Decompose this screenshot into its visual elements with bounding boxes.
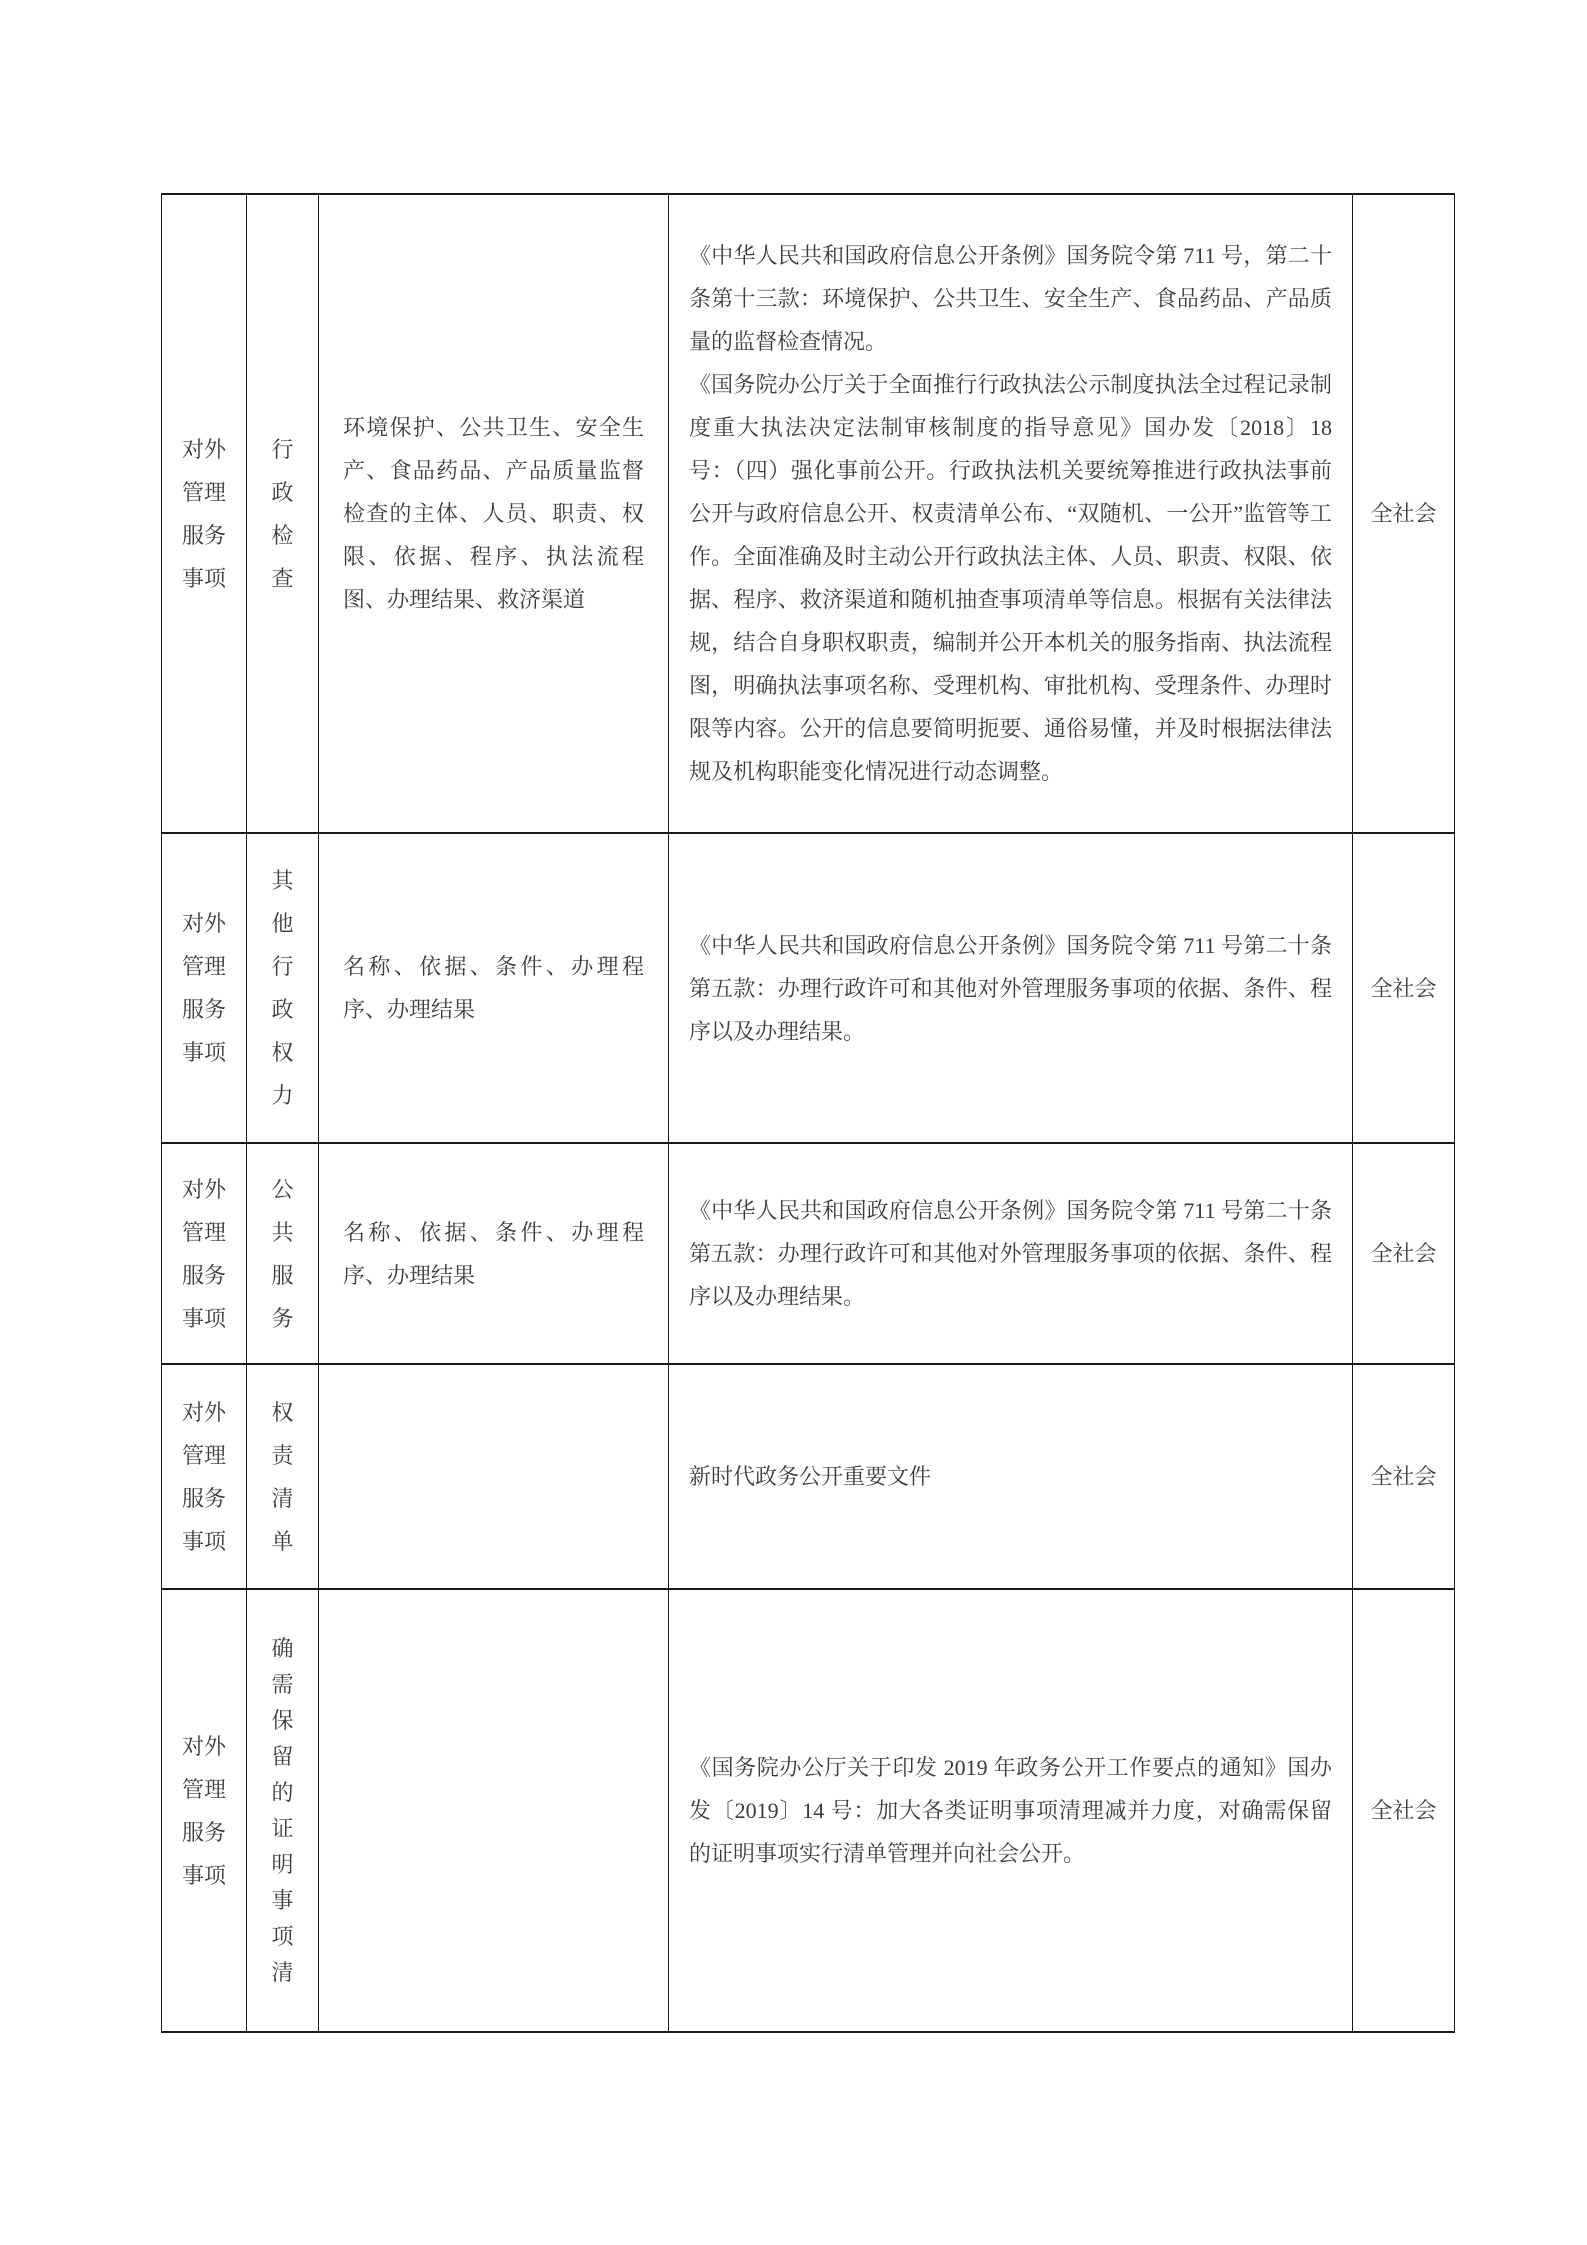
cell-item-type: 行 政 检 查 — [247, 194, 319, 833]
cell-content-scope: 名称、依据、条件、办理程序、办理结果 — [319, 833, 669, 1143]
cell-content-scope — [319, 1589, 669, 2032]
cell-audience: 全社会 — [1353, 1589, 1455, 2032]
cell-audience: 全社会 — [1353, 1143, 1455, 1364]
cell-audience: 全社会 — [1353, 1364, 1455, 1589]
cell-item-type: 权 责 清 单 — [247, 1364, 319, 1589]
table-row — [162, 1143, 1455, 1364]
cell-category: 对外 管理 服务 事项 — [162, 1364, 247, 1589]
cell-category: 对外 管理 服务 事项 — [162, 833, 247, 1143]
cell-legal-basis: 《中华人民共和国政府信息公开条例》国务院令第 711 号第二十条第五款：办理行政许可和其他对外管理服务事项的依据、条件、程序以及办理结果。 — [669, 1143, 1353, 1364]
table-row — [162, 833, 1455, 1143]
cell-category: 对外 管理 服务 事项 — [162, 1143, 247, 1364]
cell-audience: 全社会 — [1353, 833, 1455, 1143]
disclosure-table — [161, 193, 1455, 2033]
table-row — [162, 194, 1455, 833]
cell-item-type: 公 共 服 务 — [247, 1143, 319, 1364]
cell-legal-basis: 《中华人民共和国政府信息公开条例》国务院令第 711 号，第二十条第十三款：环境保护、公共卫生、安全生产、食品药品、产品质量的监督检查情况。 《国务院办公厅关于全面推行行政执法公示制度执法全过程记录制度重大执法决定法制审核制度的指导意见》国办发〔2018〕18 号：（四）强化事前公开。行政执法机关要统筹推进行政执法事前公开与政府信息公开、权责清单公布、“双随机、一公开”监管等工作。全面准确及时主动公开行政执法主体、人员、职责、权限、依据、程序、救济渠道和随机抽查事项清单等信息。根据有关法律法规，结合自身职权职责，编制并公开本机关的服务指南、执法流程图，明确执法事项名称、受理机构、审批机构、受理条件、办理时限等内容。公开的信息要简明扼要、通俗易懂，并及时根据法律法规及机构职能变化情况进行动态调整。 — [669, 194, 1353, 833]
cell-item-type: 确 需 保 留 的 证 明 事 项 清 — [247, 1589, 319, 2032]
cell-category: 对外 管理 服务 事项 — [162, 1589, 247, 2032]
table-row — [162, 1364, 1455, 1589]
cell-item-type: 其 他 行 政 权 力 — [247, 833, 319, 1143]
cell-audience: 全社会 — [1353, 194, 1455, 833]
cell-category: 对外 管理 服务 事项 — [162, 194, 247, 833]
cell-content-scope: 名称、依据、条件、办理程序、办理结果 — [319, 1143, 669, 1364]
cell-content-scope: 环境保护、公共卫生、安全生产、食品药品、产品质量监督检查的主体、人员、职责、权限、依据、程序、执法流程图、办理结果、救济渠道 — [319, 194, 669, 833]
cell-legal-basis: 新时代政务公开重要文件 — [669, 1364, 1353, 1589]
table-row — [162, 1589, 1455, 2032]
cell-legal-basis: 《国务院办公厅关于印发 2019 年政务公开工作要点的通知》国办发〔2019〕14 号：加大各类证明事项清理减并力度，对确需保留的证明事项实行清单管理并向社会公开。 — [669, 1589, 1353, 2032]
cell-legal-basis: 《中华人民共和国政府信息公开条例》国务院令第 711 号第二十条第五款：办理行政许可和其他对外管理服务事项的依据、条件、程序以及办理结果。 — [669, 833, 1353, 1143]
cell-content-scope — [319, 1364, 669, 1589]
